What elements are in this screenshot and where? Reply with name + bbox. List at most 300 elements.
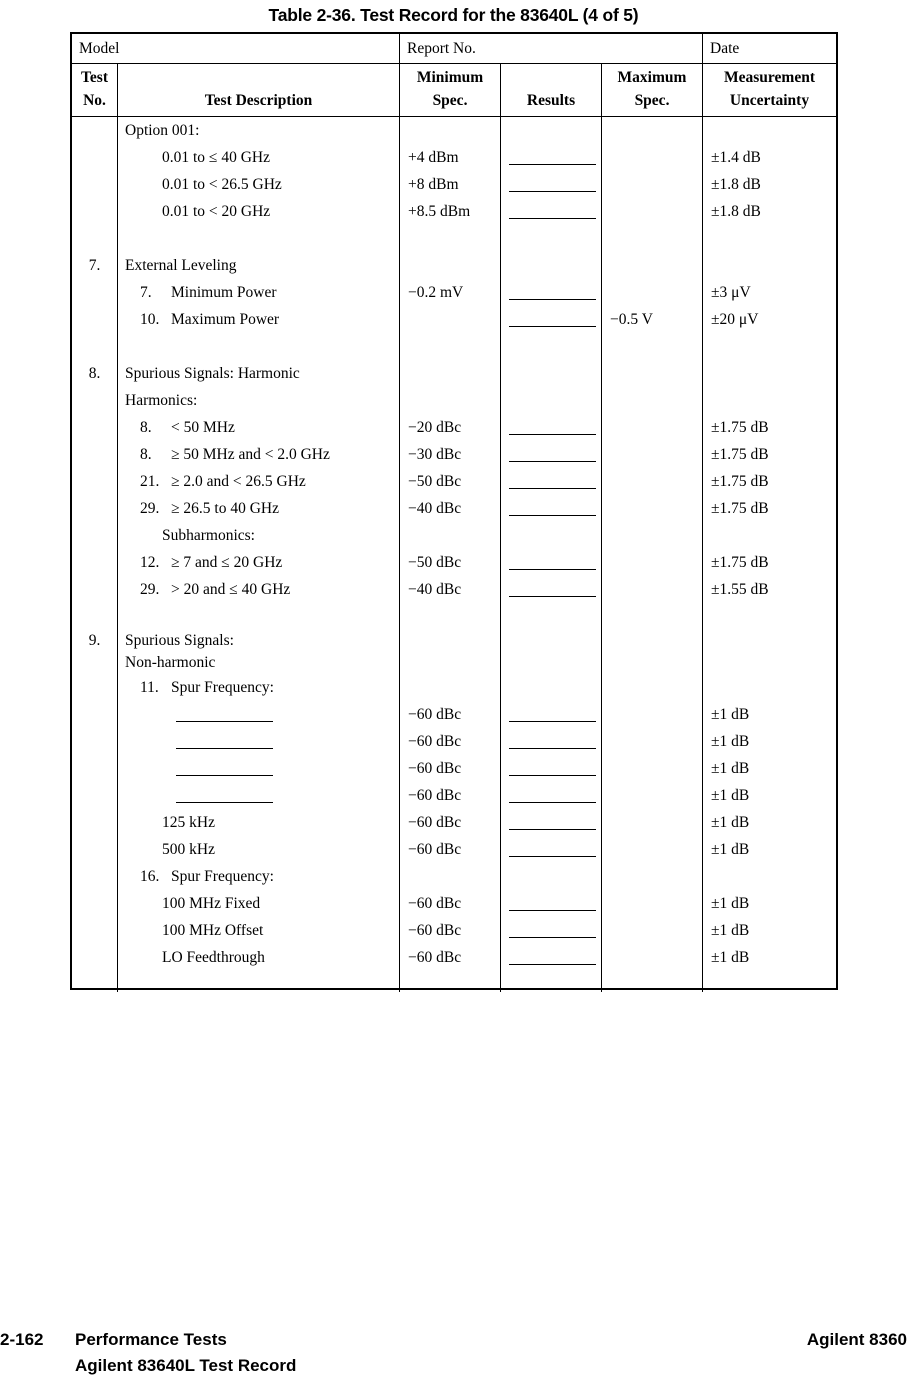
cell-measurement-uncertainty: ±1.75 dB bbox=[711, 472, 769, 490]
blank-entry-line bbox=[176, 735, 273, 749]
cell-test-description: Spurious Signals: bbox=[118, 630, 400, 652]
cell-test-no: 7. bbox=[72, 252, 118, 279]
cell-minimum-spec bbox=[400, 360, 501, 387]
cell-test-no: 9. bbox=[72, 630, 118, 652]
description-text: ≥ 50 MHz and < 2.0 GHz bbox=[171, 445, 330, 463]
col-header-test-no-line1: Test bbox=[81, 69, 108, 86]
col-header-uncertainty-line2: Uncertainty bbox=[729, 92, 810, 109]
cell-test-description bbox=[118, 225, 400, 252]
cell-measurement-uncertainty: ±1 dB bbox=[711, 732, 750, 750]
col-header-maximum-spec bbox=[602, 64, 703, 116]
description-text: ≥ 2.0 and < 26.5 GHz bbox=[171, 472, 306, 490]
cell-measurement-uncertainty: ±1 dB bbox=[711, 894, 750, 912]
col-header-minimum-line2: Spec. bbox=[432, 92, 468, 109]
results-entry-line bbox=[509, 951, 596, 965]
footer-left bbox=[0, 1330, 296, 1376]
cell-measurement-uncertainty: ±1 dB bbox=[711, 705, 750, 723]
cell-test-description bbox=[118, 782, 400, 809]
col-header-minimum-spec bbox=[400, 64, 501, 116]
cell-maximum-spec bbox=[602, 603, 703, 630]
cell-measurement-uncertainty bbox=[703, 360, 836, 387]
cell-measurement-uncertainty: ±1 dB bbox=[711, 840, 750, 858]
footer-section-title: Performance Tests bbox=[75, 1330, 227, 1349]
cell-measurement-uncertainty bbox=[703, 971, 836, 992]
description-text: Spur Frequency: bbox=[171, 678, 274, 696]
cell-measurement-uncertainty: ±1 dB bbox=[711, 921, 750, 939]
step-number: 29. bbox=[140, 580, 160, 598]
cell-results bbox=[501, 441, 602, 468]
cell-maximum-spec bbox=[602, 522, 703, 549]
cell-minimum-spec: −60 dBc bbox=[400, 782, 501, 809]
meta-cell-model: Model bbox=[72, 34, 400, 63]
cell-results bbox=[501, 728, 602, 755]
cell-test-no bbox=[72, 333, 118, 360]
cell-measurement-uncertainty: ±1.75 dB bbox=[711, 499, 769, 517]
footer-section-block bbox=[75, 1330, 296, 1376]
cell-test-no bbox=[72, 117, 118, 144]
table-row bbox=[72, 728, 836, 755]
table-row bbox=[72, 917, 836, 944]
cell-maximum-spec bbox=[602, 225, 703, 252]
cell-measurement-uncertainty bbox=[703, 652, 836, 674]
results-entry-line bbox=[509, 556, 596, 570]
test-record-table bbox=[70, 32, 838, 990]
cell-results bbox=[501, 144, 602, 171]
cell-maximum-spec bbox=[602, 701, 703, 728]
cell-test-description bbox=[118, 755, 400, 782]
cell-results bbox=[501, 603, 602, 630]
cell-test-description bbox=[118, 576, 400, 603]
cell-maximum-spec bbox=[602, 576, 703, 603]
blank-entry-line bbox=[176, 708, 273, 722]
cell-test-description: LO Feedthrough bbox=[118, 944, 400, 971]
description-text: Minimum Power bbox=[171, 283, 277, 301]
cell-minimum-spec bbox=[400, 225, 501, 252]
cell-maximum-spec bbox=[602, 252, 703, 279]
blank-entry-line bbox=[176, 789, 273, 803]
cell-minimum-spec bbox=[400, 252, 501, 279]
cell-results bbox=[501, 630, 602, 652]
cell-minimum-spec: −40 dBc bbox=[400, 576, 501, 603]
cell-measurement-uncertainty bbox=[703, 603, 836, 630]
cell-test-no: 8. bbox=[72, 360, 118, 387]
results-entry-line bbox=[509, 735, 596, 749]
cell-measurement-uncertainty bbox=[703, 117, 836, 144]
cell-minimum-spec: +4 dBm bbox=[400, 144, 501, 171]
cell-measurement-uncertainty: ±1 dB bbox=[711, 786, 750, 804]
cell-test-description bbox=[118, 414, 400, 441]
cell-maximum-spec bbox=[602, 809, 703, 836]
cell-maximum-spec bbox=[602, 971, 703, 992]
cell-minimum-spec: −0.2 mV bbox=[400, 279, 501, 306]
description-text: > 20 and ≤ 40 GHz bbox=[171, 580, 291, 598]
table-row bbox=[72, 495, 836, 522]
cell-minimum-spec: −60 dBc bbox=[400, 728, 501, 755]
cell-minimum-spec bbox=[400, 630, 501, 652]
table-row bbox=[72, 809, 836, 836]
cell-measurement-uncertainty: ±1.8 dB bbox=[711, 202, 761, 220]
cell-minimum-spec: −60 dBc bbox=[400, 836, 501, 863]
table-row bbox=[72, 944, 836, 971]
cell-maximum-spec bbox=[602, 674, 703, 701]
cell-minimum-spec bbox=[400, 863, 501, 890]
results-entry-line bbox=[509, 178, 596, 192]
cell-maximum-spec bbox=[602, 549, 703, 576]
col-header-maximum-line2: Spec. bbox=[634, 92, 670, 109]
cell-results bbox=[501, 809, 602, 836]
cell-results bbox=[501, 576, 602, 603]
results-entry-line bbox=[509, 897, 596, 911]
cell-minimum-spec bbox=[400, 522, 501, 549]
cell-results bbox=[501, 549, 602, 576]
footer-right-title: Agilent 8360 bbox=[806, 1330, 907, 1349]
cell-test-no bbox=[72, 701, 118, 728]
cell-test-no bbox=[72, 387, 118, 414]
cell-maximum-spec bbox=[602, 117, 703, 144]
cell-maximum-spec bbox=[602, 890, 703, 917]
cell-minimum-spec bbox=[400, 652, 501, 674]
cell-test-description: Harmonics: bbox=[118, 387, 400, 414]
cell-minimum-spec bbox=[400, 306, 501, 333]
table-row bbox=[72, 755, 836, 782]
description-text: < 50 MHz bbox=[171, 418, 235, 436]
cell-maximum-spec bbox=[602, 652, 703, 674]
cell-test-description bbox=[118, 728, 400, 755]
step-number: 21. bbox=[140, 472, 160, 490]
step-number: 8. bbox=[140, 445, 152, 463]
results-entry-line bbox=[509, 762, 596, 776]
cell-results bbox=[501, 225, 602, 252]
cell-results bbox=[501, 252, 602, 279]
cell-results bbox=[501, 863, 602, 890]
cell-test-no bbox=[72, 441, 118, 468]
table-row bbox=[72, 890, 836, 917]
results-entry-line bbox=[509, 286, 596, 300]
cell-results bbox=[501, 198, 602, 225]
cell-test-description: 0.01 to < 26.5 GHz bbox=[118, 171, 400, 198]
col-header-description-label: Test Description bbox=[204, 92, 313, 109]
cell-results bbox=[501, 414, 602, 441]
cell-results bbox=[501, 387, 602, 414]
meta-cell-report-no: Report No. bbox=[400, 34, 703, 63]
meta-cell-date: Date bbox=[710, 39, 740, 57]
table-row bbox=[72, 144, 836, 171]
cell-test-description bbox=[118, 495, 400, 522]
cell-minimum-spec: −20 dBc bbox=[400, 414, 501, 441]
results-entry-line bbox=[509, 789, 596, 803]
col-header-test-no bbox=[72, 64, 118, 116]
table-row bbox=[72, 863, 836, 890]
results-entry-line bbox=[509, 421, 596, 435]
results-entry-line bbox=[509, 151, 596, 165]
cell-test-no bbox=[72, 306, 118, 333]
table-row bbox=[72, 836, 836, 863]
cell-test-no bbox=[72, 782, 118, 809]
cell-results bbox=[501, 755, 602, 782]
cell-minimum-spec bbox=[400, 674, 501, 701]
col-header-description bbox=[118, 64, 400, 116]
cell-results bbox=[501, 279, 602, 306]
table-row bbox=[72, 414, 836, 441]
cell-measurement-uncertainty: ±1 dB bbox=[711, 759, 750, 777]
cell-results bbox=[501, 836, 602, 863]
cell-test-description: 100 MHz Offset bbox=[118, 917, 400, 944]
cell-results bbox=[501, 917, 602, 944]
cell-test-description: Non-harmonic bbox=[118, 652, 400, 674]
cell-test-description: 0.01 to ≤ 40 GHz bbox=[118, 144, 400, 171]
cell-minimum-spec: −50 dBc bbox=[400, 468, 501, 495]
cell-test-no bbox=[72, 198, 118, 225]
cell-results bbox=[501, 360, 602, 387]
cell-measurement-uncertainty: ±3 μV bbox=[711, 283, 751, 301]
description-text: Maximum Power bbox=[171, 310, 280, 328]
cell-maximum-spec bbox=[602, 360, 703, 387]
table-row bbox=[72, 333, 836, 360]
col-header-measurement-uncertainty bbox=[703, 64, 836, 116]
step-number: 10. bbox=[140, 310, 160, 328]
table-row bbox=[72, 387, 836, 414]
footer-page-number: 2-162 bbox=[0, 1330, 44, 1349]
results-entry-line bbox=[509, 313, 596, 327]
cell-test-description bbox=[118, 333, 400, 360]
cell-test-description: Spurious Signals: Harmonic bbox=[118, 360, 400, 387]
cell-test-no bbox=[72, 890, 118, 917]
cell-measurement-uncertainty bbox=[703, 225, 836, 252]
cell-test-no bbox=[72, 863, 118, 890]
cell-test-no bbox=[72, 576, 118, 603]
cell-minimum-spec: −60 dBc bbox=[400, 917, 501, 944]
step-number: 11. bbox=[140, 678, 159, 696]
col-header-uncertainty-line1: Measurement bbox=[724, 69, 815, 86]
table-row bbox=[72, 576, 836, 603]
col-header-maximum-line1: Maximum bbox=[617, 69, 687, 86]
cell-test-description bbox=[118, 863, 400, 890]
cell-results bbox=[501, 944, 602, 971]
cell-test-description bbox=[118, 441, 400, 468]
table-row bbox=[72, 117, 836, 144]
table-row bbox=[72, 630, 836, 652]
cell-test-description bbox=[118, 701, 400, 728]
step-number: 12. bbox=[140, 553, 160, 571]
table-row bbox=[72, 225, 836, 252]
table-row bbox=[72, 522, 836, 549]
cell-measurement-uncertainty: ±1.75 dB bbox=[711, 445, 769, 463]
cell-maximum-spec bbox=[602, 755, 703, 782]
cell-measurement-uncertainty bbox=[703, 863, 836, 890]
cell-maximum-spec bbox=[602, 728, 703, 755]
cell-measurement-uncertainty bbox=[703, 387, 836, 414]
cell-test-no bbox=[72, 171, 118, 198]
cell-minimum-spec bbox=[400, 387, 501, 414]
results-entry-line bbox=[509, 448, 596, 462]
cell-test-no bbox=[72, 414, 118, 441]
cell-maximum-spec: −0.5 V bbox=[602, 306, 703, 333]
cell-maximum-spec bbox=[602, 144, 703, 171]
table-row bbox=[72, 782, 836, 809]
cell-maximum-spec bbox=[602, 944, 703, 971]
cell-test-description bbox=[118, 468, 400, 495]
table-row bbox=[72, 360, 836, 387]
table-row bbox=[72, 971, 836, 992]
cell-results bbox=[501, 890, 602, 917]
table-row bbox=[72, 279, 836, 306]
cell-measurement-uncertainty: ±1.75 dB bbox=[711, 553, 769, 571]
cell-test-description bbox=[118, 603, 400, 630]
table-row bbox=[72, 674, 836, 701]
cell-results bbox=[501, 971, 602, 992]
cell-test-no bbox=[72, 836, 118, 863]
cell-minimum-spec: −60 dBc bbox=[400, 944, 501, 971]
cell-measurement-uncertainty: ±1.55 dB bbox=[711, 580, 769, 598]
cell-results bbox=[501, 701, 602, 728]
cell-test-no bbox=[72, 674, 118, 701]
cell-results bbox=[501, 495, 602, 522]
cell-measurement-uncertainty: ±20 μV bbox=[711, 310, 759, 328]
cell-test-description: External Leveling bbox=[118, 252, 400, 279]
cell-minimum-spec: −60 dBc bbox=[400, 890, 501, 917]
cell-maximum-spec bbox=[602, 468, 703, 495]
results-entry-line bbox=[509, 502, 596, 516]
cell-measurement-uncertainty bbox=[703, 333, 836, 360]
table-row bbox=[72, 701, 836, 728]
results-entry-line bbox=[509, 205, 596, 219]
table-row bbox=[72, 441, 836, 468]
col-header-minimum-line1: Minimum bbox=[416, 69, 484, 86]
col-header-results bbox=[501, 64, 602, 116]
cell-minimum-spec: +8 dBm bbox=[400, 171, 501, 198]
results-entry-line bbox=[509, 843, 596, 857]
table-row bbox=[72, 306, 836, 333]
cell-maximum-spec bbox=[602, 333, 703, 360]
cell-results bbox=[501, 522, 602, 549]
cell-test-description bbox=[118, 971, 400, 992]
cell-maximum-spec bbox=[602, 279, 703, 306]
description-text: Spur Frequency: bbox=[171, 867, 274, 885]
step-number: 7. bbox=[140, 283, 152, 301]
cell-test-description: Option 001: bbox=[118, 117, 400, 144]
cell-minimum-spec: +8.5 dBm bbox=[400, 198, 501, 225]
cell-test-description bbox=[118, 549, 400, 576]
cell-test-no bbox=[72, 522, 118, 549]
cell-minimum-spec bbox=[400, 971, 501, 992]
cell-results bbox=[501, 171, 602, 198]
table-row bbox=[72, 171, 836, 198]
cell-results bbox=[501, 117, 602, 144]
cell-test-description: 0.01 to < 20 GHz bbox=[118, 198, 400, 225]
table-row bbox=[72, 603, 836, 630]
cell-measurement-uncertainty: ±1.8 dB bbox=[711, 175, 761, 193]
cell-minimum-spec: −50 dBc bbox=[400, 549, 501, 576]
table-meta-row bbox=[72, 34, 836, 64]
cell-results bbox=[501, 306, 602, 333]
cell-test-no bbox=[72, 728, 118, 755]
table-row bbox=[72, 468, 836, 495]
cell-minimum-spec: −60 dBc bbox=[400, 755, 501, 782]
cell-test-no bbox=[72, 549, 118, 576]
cell-test-no bbox=[72, 225, 118, 252]
cell-test-no bbox=[72, 144, 118, 171]
table-row bbox=[72, 252, 836, 279]
cell-maximum-spec bbox=[602, 863, 703, 890]
cell-test-description bbox=[118, 306, 400, 333]
results-entry-line bbox=[509, 816, 596, 830]
cell-test-no bbox=[72, 652, 118, 674]
cell-test-no bbox=[72, 468, 118, 495]
cell-test-description bbox=[118, 674, 400, 701]
table-header-row bbox=[72, 64, 836, 117]
cell-test-description: 500 kHz bbox=[118, 836, 400, 863]
results-entry-line bbox=[509, 924, 596, 938]
blank-entry-line bbox=[176, 762, 273, 776]
cell-measurement-uncertainty: ±1 dB bbox=[711, 813, 750, 831]
cell-maximum-spec bbox=[602, 441, 703, 468]
col-header-results-label: Results bbox=[526, 92, 576, 109]
page-title: Table 2-36. Test Record for the 83640L (4 of 5) bbox=[268, 5, 639, 25]
cell-measurement-uncertainty bbox=[703, 522, 836, 549]
cell-measurement-uncertainty: ±1.4 dB bbox=[711, 148, 761, 166]
cell-minimum-spec: −30 dBc bbox=[400, 441, 501, 468]
footer-subsection-title: Agilent 83640L Test Record bbox=[75, 1356, 297, 1375]
cell-test-no bbox=[72, 495, 118, 522]
cell-maximum-spec bbox=[602, 495, 703, 522]
cell-measurement-uncertainty: ±1 dB bbox=[711, 948, 750, 966]
cell-test-description: 125 kHz bbox=[118, 809, 400, 836]
results-entry-line bbox=[509, 583, 596, 597]
cell-maximum-spec bbox=[602, 171, 703, 198]
cell-test-description bbox=[118, 279, 400, 306]
cell-test-no bbox=[72, 944, 118, 971]
step-number: 16. bbox=[140, 867, 160, 885]
cell-maximum-spec bbox=[602, 836, 703, 863]
cell-test-description: Subharmonics: bbox=[118, 522, 400, 549]
cell-test-no bbox=[72, 279, 118, 306]
cell-measurement-uncertainty: ±1.75 dB bbox=[711, 418, 769, 436]
cell-maximum-spec bbox=[602, 414, 703, 441]
cell-results bbox=[501, 674, 602, 701]
cell-test-no bbox=[72, 917, 118, 944]
cell-measurement-uncertainty bbox=[703, 630, 836, 652]
step-number: 8. bbox=[140, 418, 152, 436]
cell-results bbox=[501, 652, 602, 674]
cell-results bbox=[501, 333, 602, 360]
cell-minimum-spec bbox=[400, 333, 501, 360]
cell-maximum-spec bbox=[602, 630, 703, 652]
description-text: ≥ 7 and ≤ 20 GHz bbox=[171, 553, 283, 571]
cell-minimum-spec bbox=[400, 117, 501, 144]
cell-test-no bbox=[72, 809, 118, 836]
cell-test-no bbox=[72, 755, 118, 782]
cell-minimum-spec: −40 dBc bbox=[400, 495, 501, 522]
step-number: 29. bbox=[140, 499, 160, 517]
cell-measurement-uncertainty bbox=[703, 252, 836, 279]
results-entry-line bbox=[509, 475, 596, 489]
table-body bbox=[72, 117, 836, 992]
cell-test-no bbox=[72, 603, 118, 630]
table-row bbox=[72, 652, 836, 674]
cell-test-description: 100 MHz Fixed bbox=[118, 890, 400, 917]
col-header-test-no-line2: No. bbox=[83, 92, 106, 109]
cell-test-no bbox=[72, 971, 118, 992]
cell-maximum-spec bbox=[602, 198, 703, 225]
cell-minimum-spec bbox=[400, 603, 501, 630]
cell-measurement-uncertainty bbox=[703, 674, 836, 701]
cell-results bbox=[501, 782, 602, 809]
cell-maximum-spec bbox=[602, 917, 703, 944]
cell-maximum-spec bbox=[602, 387, 703, 414]
description-text: ≥ 26.5 to 40 GHz bbox=[171, 499, 279, 517]
cell-minimum-spec: −60 dBc bbox=[400, 701, 501, 728]
table-row bbox=[72, 198, 836, 225]
